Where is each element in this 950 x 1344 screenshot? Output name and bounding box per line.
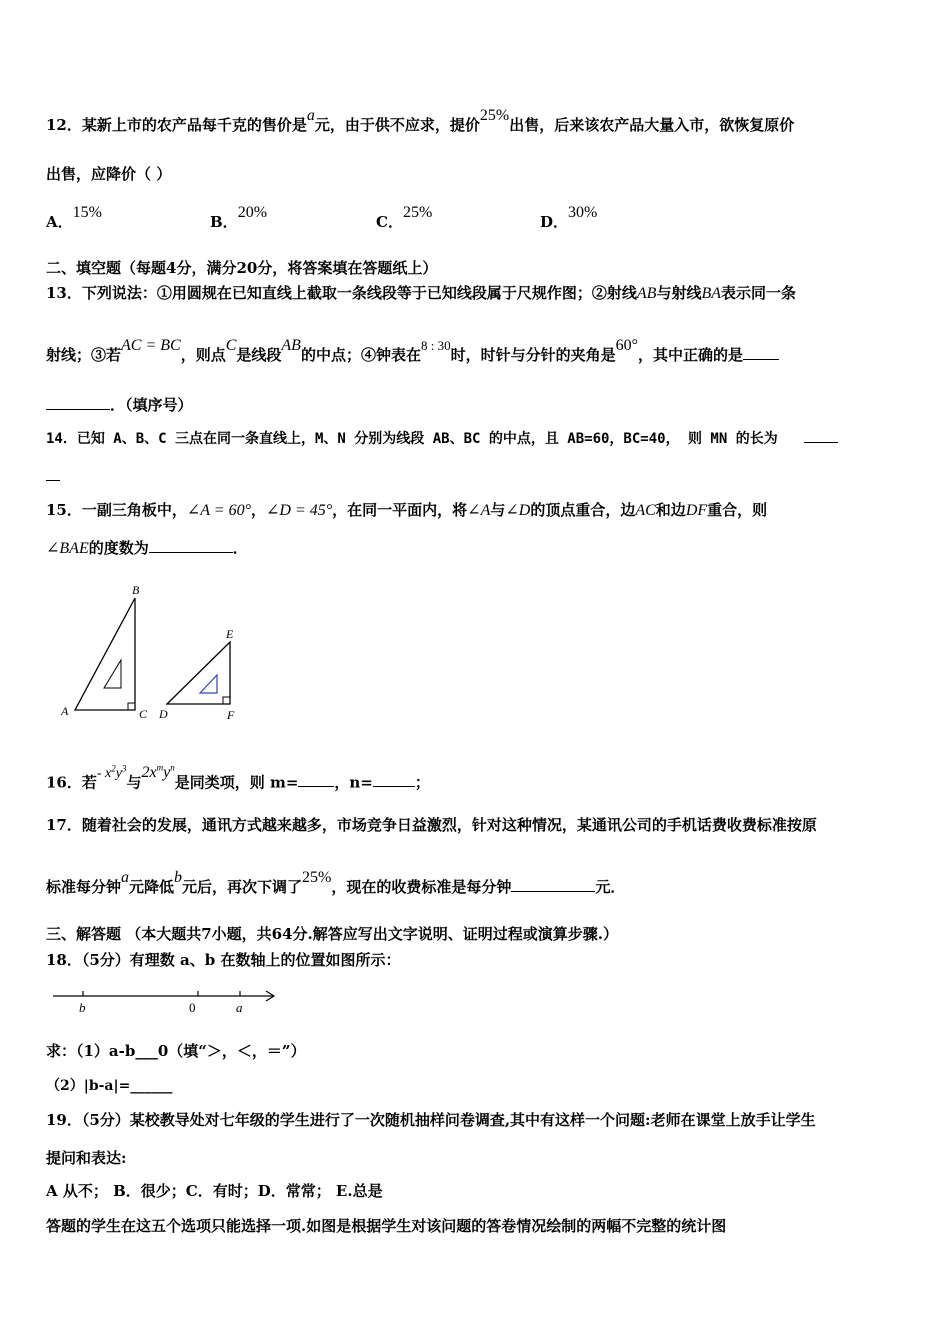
q16-n-blank[interactable] [373,772,415,787]
q12-line2: 出售，应降价（ ） [46,165,172,183]
label-f: F [227,708,235,722]
triangle-abc [75,598,135,710]
q18-line3: （2）|b-a|=______ [46,1078,173,1094]
q19-line2: 提问和表达: [46,1149,127,1167]
q19-line3: A 从不； B．很少；C．有时；D．常常； E.总是 [46,1182,383,1200]
q16-m-blank[interactable] [298,772,334,787]
label-e: E [226,627,234,641]
label-d: D [159,707,168,721]
q14-answer-blank[interactable] [804,428,838,443]
q17-line1: 17．随着社会的发展，通讯方式越来越多，市场竞争日益激烈，针对这种情况，某通讯公司的手机话费收费标准按原 [46,816,817,834]
q14-answer-blank-cont[interactable] [46,480,60,481]
q16-line: 16．若- $x^2y^3$与$2x^my^n$是同类项，则 m= ，n= ； [46,763,430,792]
q19-line4: 答题的学生在这五个选项只能选择一项.如图是根据学生对该问题的答卷情况绘制的两幅不完整的统计图 [46,1217,727,1235]
q13-line2: 射线；③若AC = BC，则点C是线段AB的中点；④钟表在8 : 30时，时针与分针的夹角是60°，其中正确的是 [46,345,779,366]
q18-line1: 18．（5分）有理数 a、b 在数轴上的位置如图所示： [46,951,401,969]
q13-line1: 13．下列说法：①用圆规在已知直线上截取一条线段等于已知线段属于尺规作图；②射线AB与射线BA表示同一条 [46,284,797,302]
section2-heading: 二、填空题（每题4分，满分20分，将答案填在答题纸上） [46,259,438,277]
label-a: A [61,704,69,718]
q19-line1: 19．（5分）某校教导处对七年级的学生进行了一次随机抽样问卷调查,其中有这样一个问题:老师在课堂上放手让学生 [46,1111,816,1129]
triangle-def [167,642,230,704]
pct-25: 25% [479,107,510,124]
q12-line1: 12．某新上市的农产品每千克的售价是a元，由于供不应求，提价25%出售，后来该农产品大量入市，欲恢复原价 [46,107,795,134]
triangle-figure [55,580,255,725]
q15-answer-blank[interactable] [149,538,233,553]
axis-label-b: b [79,1000,86,1015]
q13-line3: ．（填序号） [46,395,193,415]
option-b[interactable]: B．20% [210,204,268,231]
q15-line1: 15．一副三角板中，∠A = 60°，∠D = 45°，在同一平面内，将∠A与∠D的顶点重合，边AC和边DF重合，则 [46,501,768,519]
label-b: B [132,583,140,597]
q15-line2: ∠BAE的度数为 ． [46,539,248,557]
axis-label-zero: 0 [189,1000,196,1015]
option-d[interactable]: D．30% [540,204,598,231]
q18-line2: 求：（1）a-b___0（填“＞，＜，＝”） [46,1042,306,1060]
number-line [50,986,282,1016]
option-a[interactable]: A．15% [46,204,102,231]
label-c: C [139,707,148,721]
var-a: a [306,107,315,124]
q14-line: 14．已知 A、B、C 三点在同一条直线上，M、N 分别为线段 AB、BC 的中点，且 AB=60，BC=40， 则 MN 的长为 [46,428,838,449]
q17-answer-blank[interactable] [511,877,595,892]
axis-label-a: a [236,1000,243,1015]
option-c[interactable]: C．25% [376,204,433,231]
section3-heading: 三、解答题 （本大题共7小题，共64分.解答应写出文字说明、证明过程或演算步骤.） [46,925,618,943]
q13-answer-blank[interactable] [743,345,779,360]
q13-answer-blank-cont[interactable] [46,395,110,410]
q17-line2: 标准每分钟a元降低b元后，再次下调了25%，现在的收费标准是每分钟 元． [46,869,626,896]
